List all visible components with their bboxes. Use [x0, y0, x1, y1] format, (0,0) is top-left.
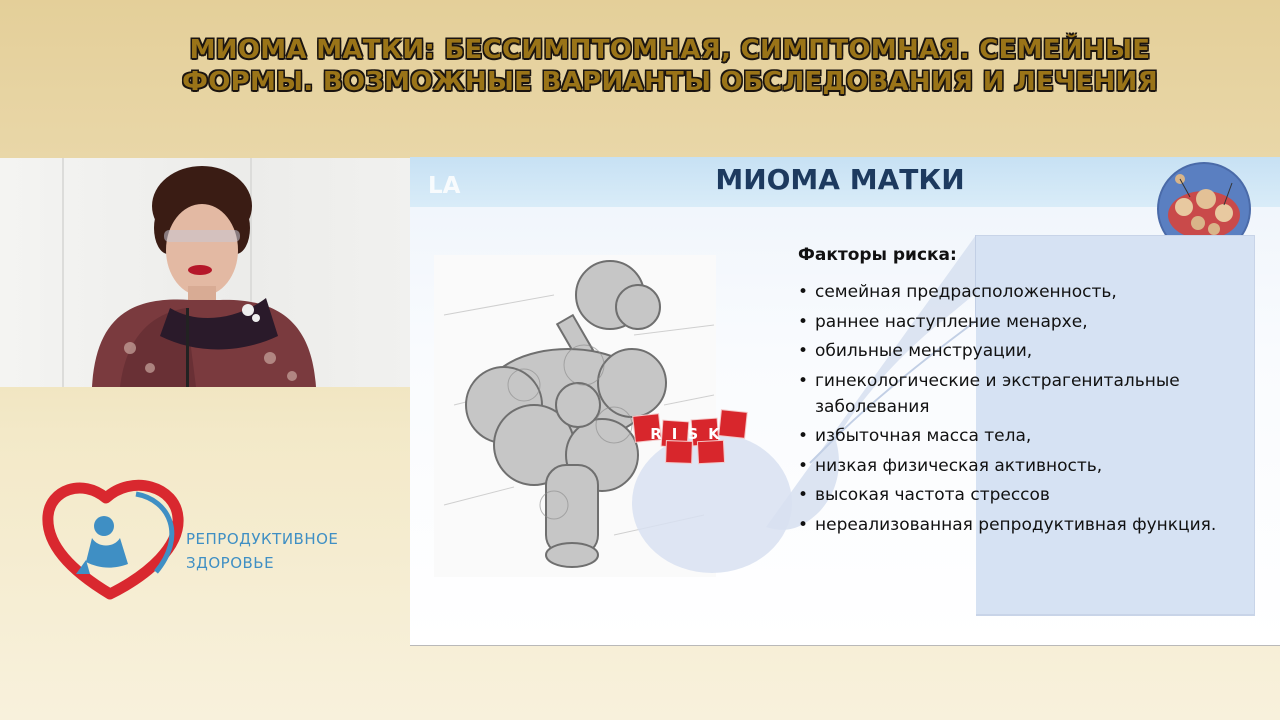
main-title-line-1: МИОМА МАТКИ: БЕССИМПТОМНАЯ, СИМПТОМНАЯ. СЕМЕЙНЫЕ: [189, 35, 1151, 65]
list-item: [798, 368, 1248, 420]
list-item: [798, 453, 1248, 479]
dice-label: RISK: [650, 425, 730, 443]
risk-factor-text: гинекологические и экстрагенитальные заболевания: [815, 370, 1180, 417]
bullet: •: [798, 485, 809, 505]
risk-factor-text: низкая физическая активность,: [815, 455, 1103, 476]
bullet: •: [798, 426, 809, 446]
logo-line-2: ЗДОРОВЬЕ: [186, 554, 275, 572]
risk-factors-box: [798, 239, 1250, 609]
risk-factor-text: обильные менструации,: [815, 341, 1033, 361]
brand-logo: LA: [428, 173, 461, 199]
bullet: •: [798, 455, 809, 476]
speaker-video-panel: [0, 158, 410, 387]
risk-factor-text: нереализованная репродуктивная функция.: [815, 514, 1217, 535]
list-item: [798, 279, 1248, 305]
list-item: [798, 423, 1248, 449]
main-title: [140, 34, 1200, 98]
risk-factors-list: [798, 279, 1248, 541]
bullet: •: [798, 370, 809, 391]
risk-factor-text: избыточная масса тела,: [815, 426, 1032, 446]
list-item: [798, 512, 1248, 538]
risk-heading: Факторы риска:: [798, 245, 957, 265]
presentation-slide: [410, 157, 1280, 646]
list-item: [798, 482, 1248, 508]
risk-factor-text: раннее наступление менархе,: [815, 311, 1088, 332]
speaker-figure: [0, 158, 410, 387]
risk-dice-icon: [632, 409, 748, 465]
list-item: [798, 309, 1248, 335]
risk-factor-text: высокая частота стрессов: [815, 485, 1050, 505]
bullet: •: [798, 341, 809, 361]
logo-line-1: РЕПРОДУКТИВНОЕ: [186, 530, 339, 548]
main-title-line-2: ФОРМЫ. ВОЗМОЖНЫЕ ВАРИАНТЫ ОБСЛЕДОВАНИЯ И ЛЕЧЕНИЯ: [182, 67, 1158, 97]
risk-factor-text: семейная предрасположенность,: [815, 282, 1117, 302]
bullet: •: [798, 514, 809, 535]
bullet: •: [798, 311, 809, 332]
list-item: [798, 338, 1248, 364]
slide-title: МИОМА МАТКИ: [715, 163, 965, 196]
bullet: •: [798, 282, 809, 302]
child-icon: [76, 516, 128, 574]
header-band: [0, 0, 1280, 158]
logo-text: [186, 527, 338, 575]
